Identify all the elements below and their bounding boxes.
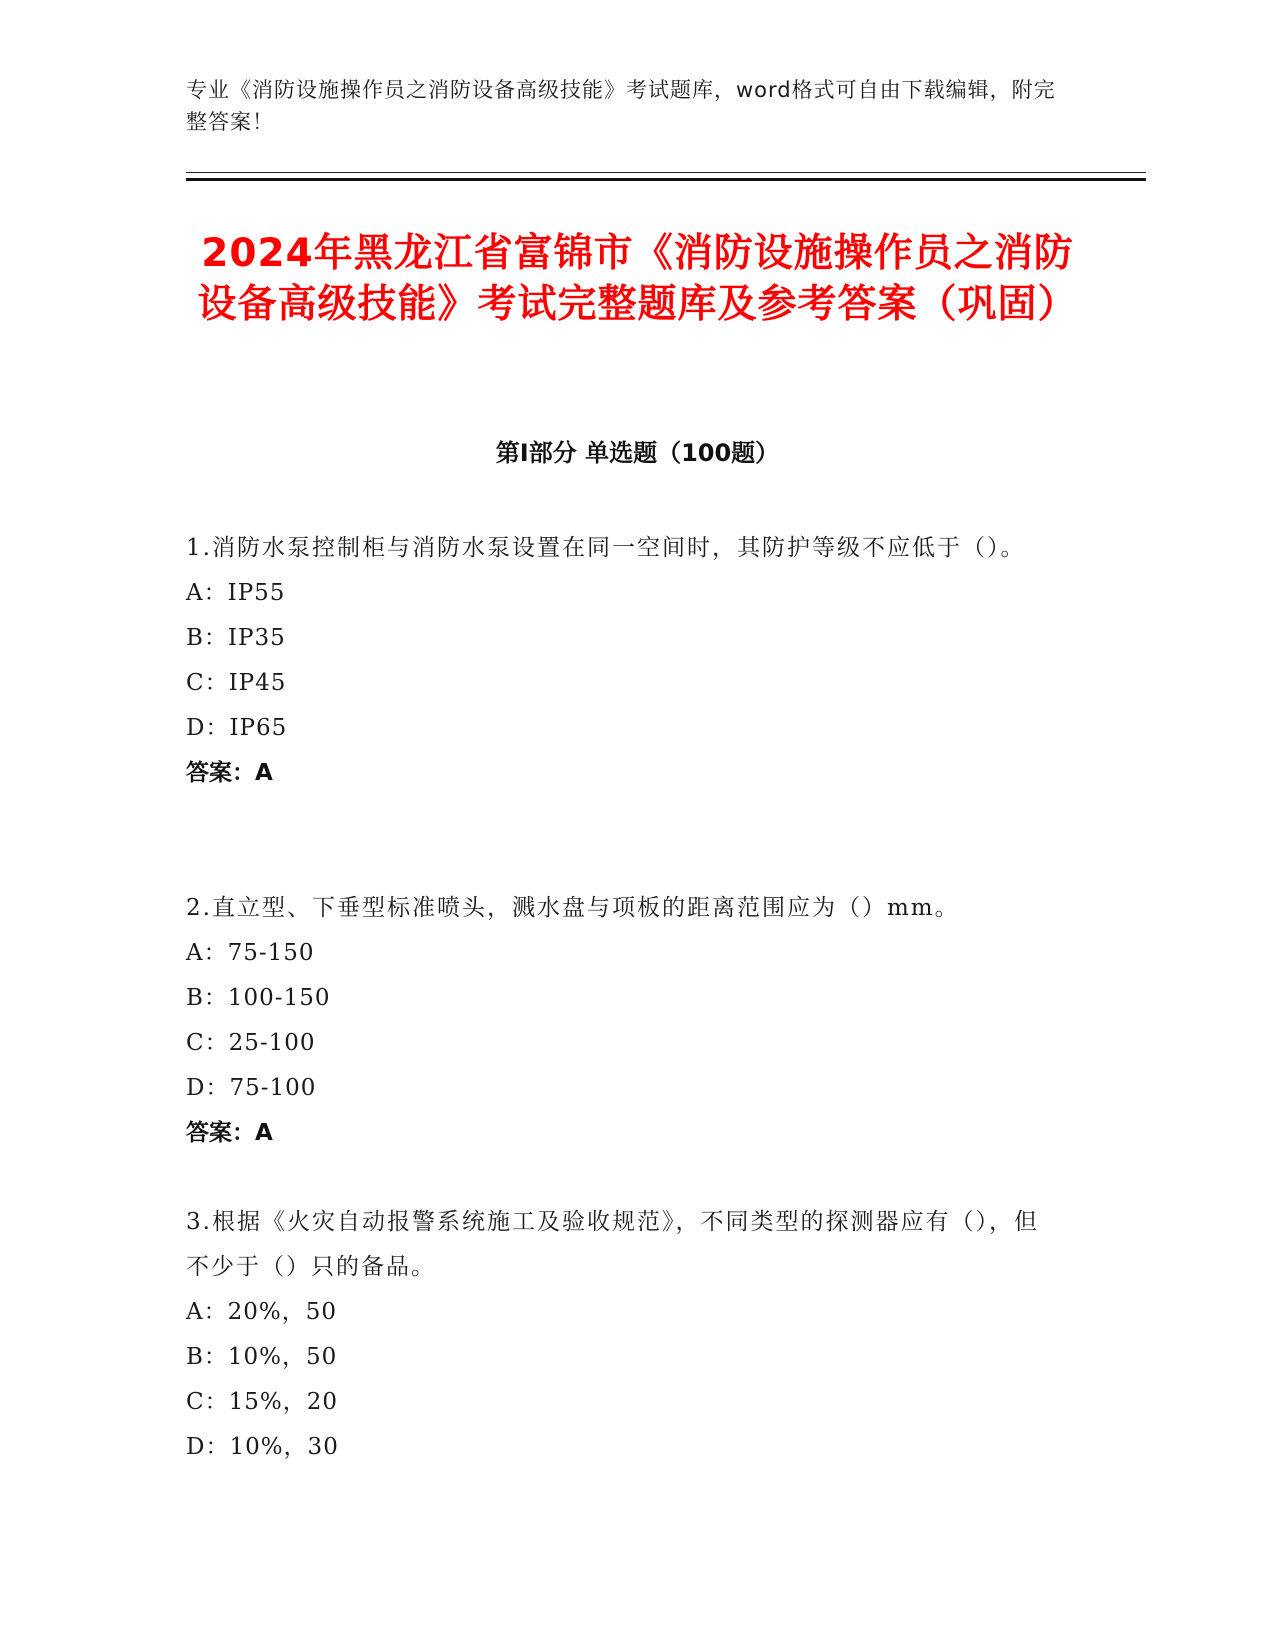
- question-2: [186, 886, 1056, 1156]
- option-a: A：IP55: [186, 580, 286, 606]
- option-c: C：15%，20: [186, 1389, 338, 1415]
- question-3: [186, 1200, 1056, 1470]
- option-a: A：20%，50: [186, 1299, 337, 1325]
- document-title: 2024年黑龙江省富锦市《消防设施操作员之消防设备高级技能》考试完整题库及参考答案（巩固）: [197, 231, 1078, 327]
- question-stem: 1.消防水泵控制柜与消防水泵设置在同一空间时，其防护等级不应低于（）。: [186, 535, 1026, 561]
- option-d: D：10%，30: [186, 1434, 339, 1460]
- option-c: C：IP45: [186, 670, 287, 696]
- header-divider-thick: [186, 178, 1146, 181]
- option-a: A：75-150: [186, 940, 315, 966]
- header-note: 专业《消防设施操作员之消防设备高级技能》考试题库，word格式可自由下载编辑，附完整答案！: [186, 78, 1056, 134]
- question-1: [186, 526, 1056, 796]
- option-b: B：IP35: [186, 625, 286, 651]
- answer: 答案：A: [186, 1120, 273, 1146]
- answer: 答案：A: [186, 760, 273, 786]
- option-c: C：25-100: [186, 1030, 316, 1056]
- section-title: 第I部分 单选题（100题）: [495, 439, 780, 467]
- option-d: D：75-100: [186, 1075, 317, 1101]
- header-divider-thin: [186, 172, 1146, 173]
- option-d: D：IP65: [186, 715, 288, 741]
- option-b: B：100-150: [186, 985, 331, 1011]
- option-b: B：10%，50: [186, 1344, 338, 1370]
- question-stem: 3.根据《火灾自动报警系统施工及验收规范》，不同类型的探测器应有（），但不少于（）只的备品。: [186, 1209, 1039, 1280]
- question-stem: 2.直立型、下垂型标准喷头，溅水盘与项板的距离范围应为（）mm。: [186, 895, 960, 921]
